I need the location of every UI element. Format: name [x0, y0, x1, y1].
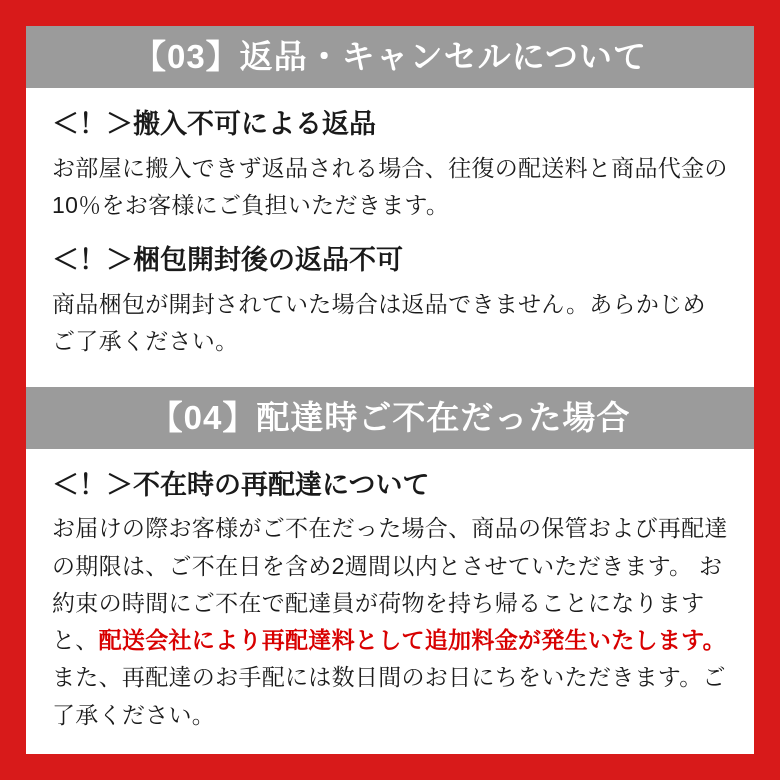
section-03-body — [26, 108, 754, 361]
paragraph-redelivery-part2: また、再配達のお手配には数日間のお日にちをいただきます。ご了承ください。 — [52, 664, 726, 728]
paragraph-redelivery-part1: お届けの際お客様がご不在だった場合、商品の保管および再配達の期限は、ご不在日を含め2週間以内とさせていただきます。 お約束の時間にご不在で配達員が荷物を持ち帰ることになりますと、 — [52, 515, 728, 653]
spacer — [26, 88, 754, 108]
spacer — [52, 142, 728, 150]
spacer — [26, 361, 754, 387]
section-header-03: 【03】返品・キャンセルについて — [26, 26, 754, 88]
paragraph-redelivery-highlight: 配送会社により再配達料として追加料金が発生いたします。 — [98, 627, 726, 653]
subheading-redelivery: ＜！＞不在時の再配達について — [52, 469, 430, 500]
paragraph-return-cannot-carry-in: お部屋に搬入できず返品される場合、往復の配送料と商品代金の10％をお客様にご負担いただきます。 — [52, 154, 728, 218]
subheading-no-return-after-opening: ＜！＞梱包開封後の返品不可 — [52, 245, 403, 276]
paragraph-no-return-after-opening: 商品梱包が開封されていた場合は返品できません。あらかじめご了承ください。 — [52, 291, 706, 355]
spacer — [52, 502, 728, 510]
subheading-return-cannot-carry-in: ＜！＞搬入不可による返品 — [52, 109, 376, 139]
section-04-body — [26, 469, 754, 734]
section-header-04: 【04】配達時ご不在だった場合 — [26, 387, 754, 449]
spacer — [52, 224, 728, 244]
spacer — [52, 278, 728, 286]
content-sheet — [26, 26, 754, 754]
spacer — [26, 449, 754, 469]
paragraph-redelivery — [52, 510, 728, 734]
